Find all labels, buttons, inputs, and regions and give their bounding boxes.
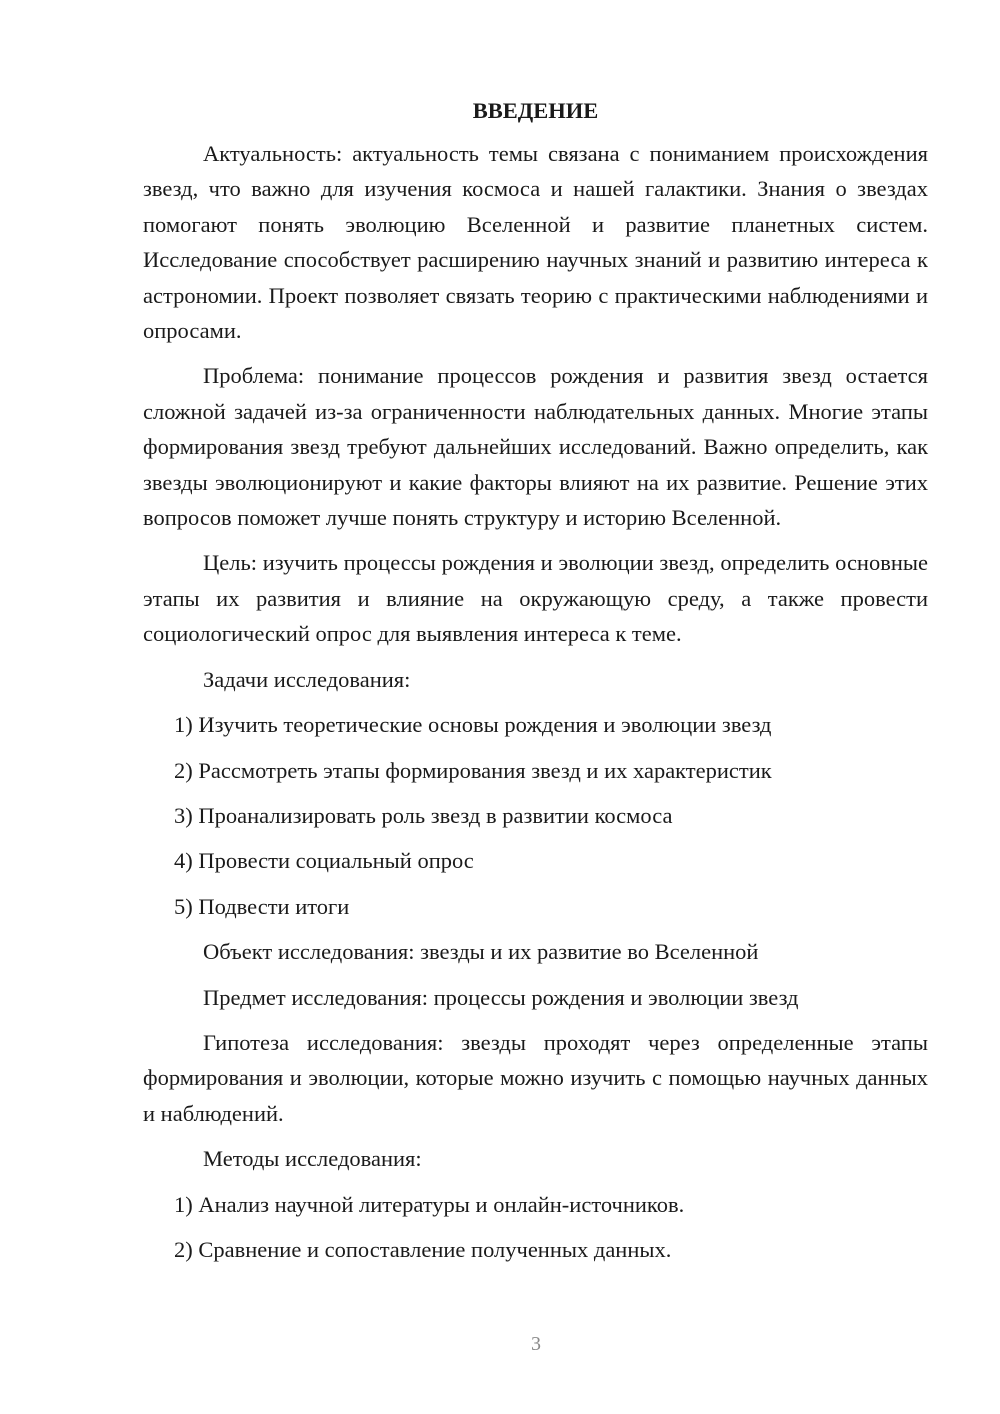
- list-item: 3) Проанализировать роль звезд в развитии космоса: [174, 802, 673, 828]
- research-subject: Предмет исследования: процессы рождения и эволюции звезд: [203, 984, 799, 1010]
- page-number: 3: [531, 1333, 541, 1355]
- tasks-label: Задачи исследования:: [203, 666, 411, 692]
- tasks-list: [143, 707, 928, 924]
- page-content: [143, 96, 928, 1277]
- methods-label: Методы исследования:: [203, 1146, 422, 1172]
- list-item: 1) Изучить теоретические основы рождения и эволюции звезд: [174, 712, 772, 738]
- methods-list: [143, 1187, 928, 1268]
- hypothesis-paragraph: Гипотеза исследования: звезды проходят через определенные этапы формирования и эволюции, которые можно изучить с помощью научных данных и наблюдений.: [143, 1029, 928, 1126]
- list-item: 2) Рассмотреть этапы формирования звезд и их характеристик: [174, 757, 772, 783]
- problem-paragraph: Проблема: понимание процессов рождения и развития звезд остается сложной задачей из-за ограниченности наблюдательных данных. Многие этапы формирования звезд требуют дальнейших исследований. Важно определить, как звезды эволюционируют и какие факторы влияют на их развитие. Решение этих вопросов поможет лучше понять структуру и историю Вселенной.: [143, 363, 928, 531]
- section-heading: ВВЕДЕНИЕ: [472, 98, 599, 123]
- goal-paragraph: Цель: изучить процессы рождения и эволюции звезд, определить основные этапы их развития и влияние на окружающую среду, а также провести социологический опрос для выявления интереса к теме.: [143, 550, 928, 647]
- list-item: 2) Сравнение и сопоставление полученных данных.: [174, 1236, 672, 1262]
- list-item: 4) Провести социальный опрос: [174, 848, 474, 874]
- research-object: Объект исследования: звезды и их развитие во Вселенной: [203, 939, 759, 965]
- list-item: 5) Подвести итоги: [174, 893, 350, 919]
- relevance-paragraph: Актуальность: актуальность темы связана с пониманием происхождения звезд, что важно для изучения космоса и нашей галактики. Знания о звездах помогают понять эволюцию Вселенной и развитие планетных систем. Исследование способствует расширению научных знаний и развитию интереса к астрономии. Проект позволяет связать теорию с практическими наблюдениями и опросами.: [143, 141, 928, 344]
- list-item: 1) Анализ научной литературы и онлайн-источников.: [174, 1191, 685, 1217]
